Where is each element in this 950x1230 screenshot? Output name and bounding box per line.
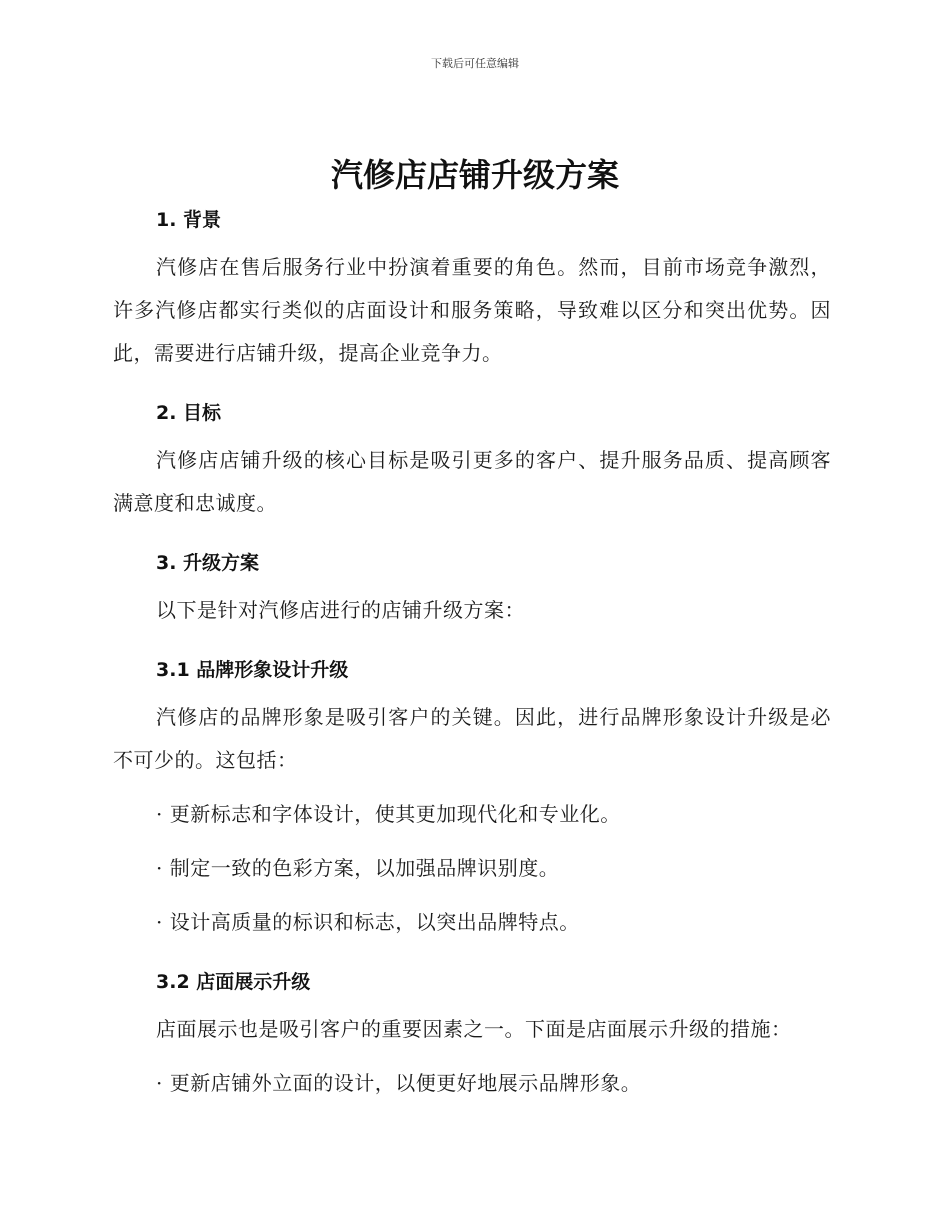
document-title: 汽修店店铺升级方案 <box>330 156 619 194</box>
list-item: · 更新标志和字体设计，使其更加现代化和专业化。 <box>156 802 621 826</box>
list-item: · 设计高质量的标识和标志，以突出品牌特点。 <box>156 910 580 934</box>
header-note: 下载后可任意编辑 <box>431 57 519 70</box>
section-heading-plan: 3. 升级方案 <box>156 552 260 574</box>
section-paragraph-brand: 汽修店的品牌形象是吸引客户的关键。因此，进行品牌形象设计升级是必不可少的。这包括： <box>113 705 831 772</box>
section-heading-brand: 3.1 品牌形象设计升级 <box>156 659 349 681</box>
section-heading-goal: 2. 目标 <box>156 402 222 424</box>
section-paragraph-storefront: 店面展示也是吸引客户的重要因素之一。下面是店面展示升级的措施： <box>156 1017 792 1041</box>
section-heading-storefront: 3.2 店面展示升级 <box>156 971 311 993</box>
list-item: · 制定一致的色彩方案，以加强品牌识别度。 <box>156 856 560 880</box>
section-heading-background: 1. 背景 <box>156 209 222 231</box>
section-paragraph-goal: 汽修店店铺升级的核心目标是吸引更多的客户、提升服务品质、提高顾客满意度和忠诚度。 <box>113 448 831 515</box>
section-paragraph-background: 汽修店在售后服务行业中扮演着重要的角色。然而，目前市场竞争激烈，许多汽修店都实行类似的店面设计和服务策略，导致难以区分和突出优势。因此，需要进行店铺升级，提高企业竞争力。 <box>113 255 831 365</box>
section-paragraph-plan: 以下是针对汽修店进行的店铺升级方案： <box>156 598 525 622</box>
list-item: · 更新店铺外立面的设计，以便更好地展示品牌形象。 <box>156 1071 642 1095</box>
document-body <box>113 205 831 1105</box>
